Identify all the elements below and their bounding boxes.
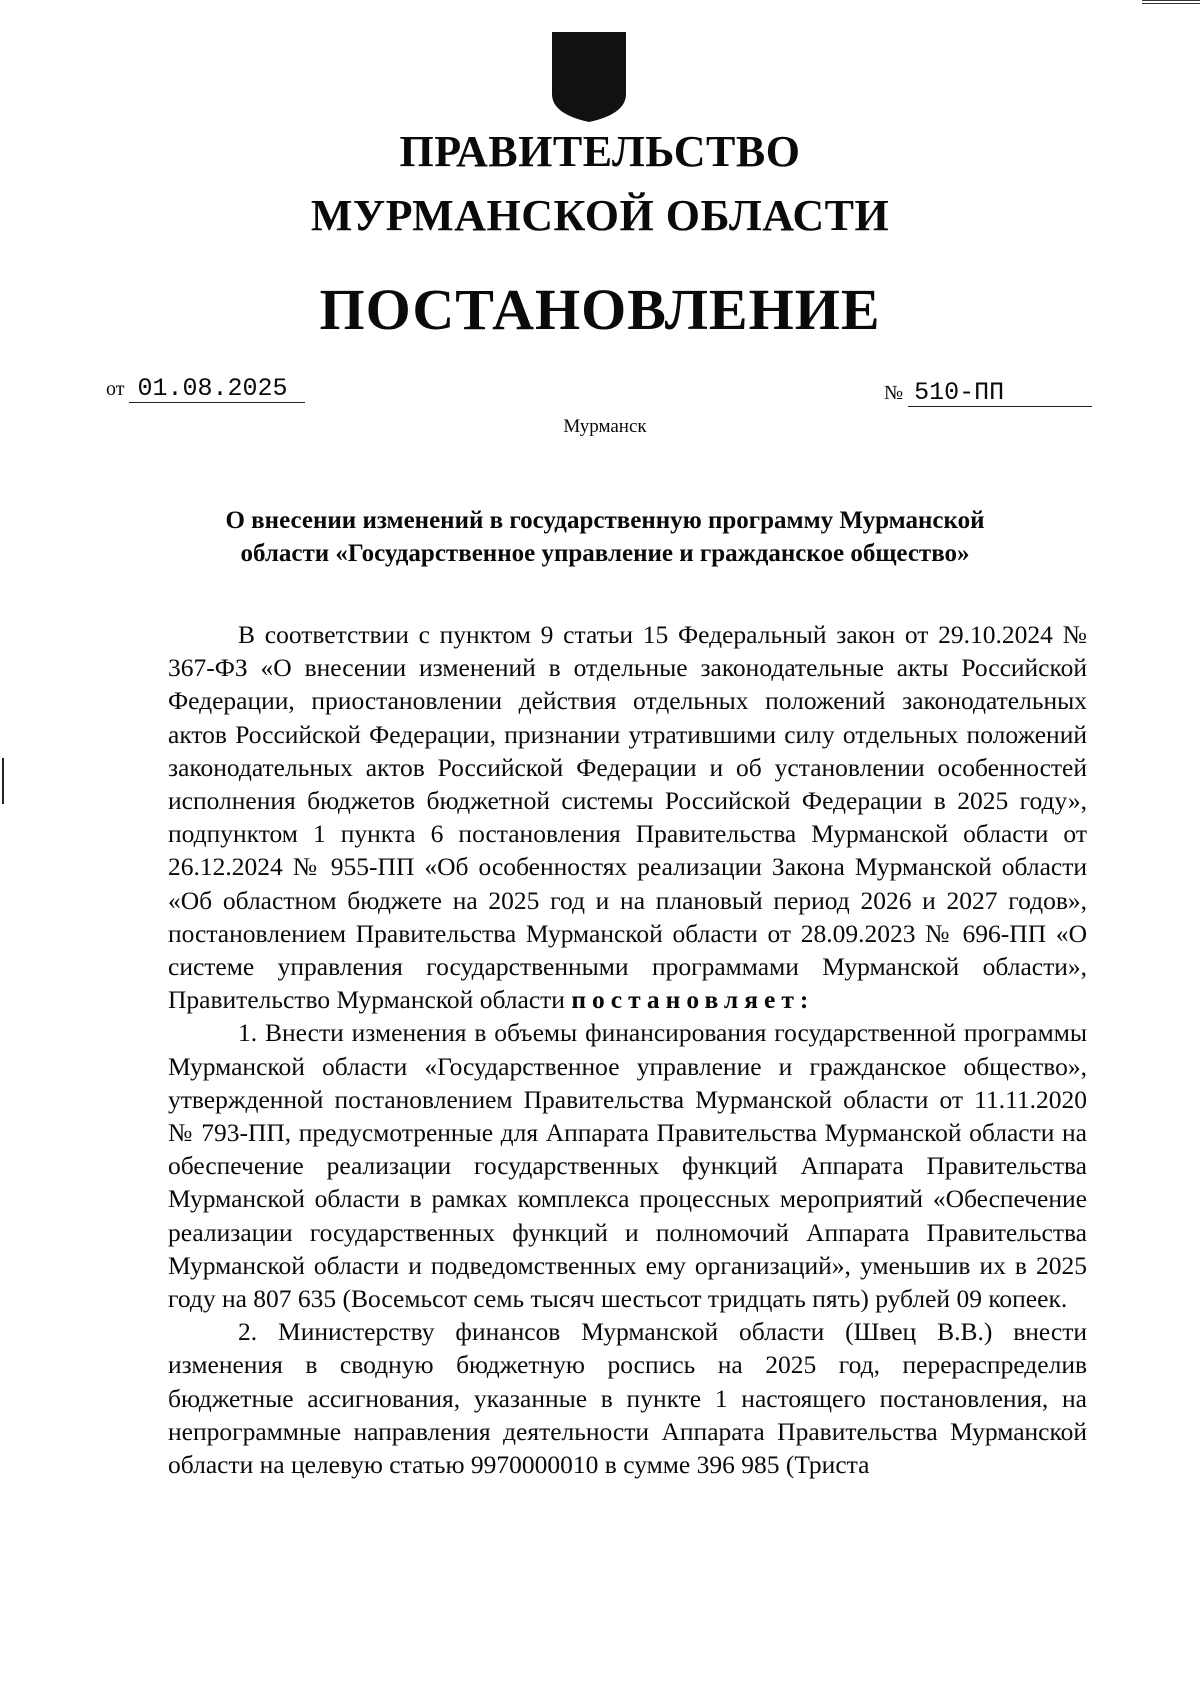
date-field bbox=[106, 376, 305, 403]
number-value: 510-ПП bbox=[908, 380, 1092, 407]
date-value: 01.08.2025 bbox=[129, 376, 305, 403]
preamble-paragraph bbox=[168, 618, 1087, 1016]
date-label: от bbox=[106, 378, 125, 400]
number-label: № bbox=[884, 382, 904, 404]
subject-line2: области «Государственное управление и гражданское общество» bbox=[240, 540, 970, 567]
resolves-keyword: постановляет: bbox=[571, 985, 815, 1015]
coat-of-arms-emblem bbox=[550, 30, 628, 124]
city-name: Мурманск bbox=[563, 416, 647, 437]
item-1-paragraph: 1. Внести изменения в объемы финансирования государственной программы Мурманской области «Государственное управление и гражданское общество», утвержденной постановлением Правительства Мурманской области от 11.11.2020 № 793-ПП, предусмотренные для Аппарата Правительства Мурманской области на обеспечение реализации государственных функций Аппарата Правительства Мурманской области в рамках комплекса процессных мероприятий «Обеспечение реализации государственных функций и полномочий Аппарата Правительства Мурманской области и подведомственных ему организаций», уменьшив их в 2025 году на 807 635 (Восемьсот семь тысяч шестьсот тридцать пять) рублей 09 копеек. bbox=[168, 1018, 1087, 1314]
org-name-line2: МУРМАНСКОЙ ОБЛАСТИ bbox=[310, 191, 890, 240]
document-subject bbox=[140, 504, 1070, 570]
number-field bbox=[884, 380, 1092, 407]
item-2-paragraph: 2. Министерству финансов Мурманской области (Швец В.В.) внести изменения в сводную бюджетную роспись на 2025 год, перераспределив бюджетные ассигнования, указанные в пункте 1 настоящего постановления, на непрограммные направления деятельности Аппарата Правительства Мурманской области на целевую статью 9970000010 в сумме 396 985 (Триста bbox=[168, 1317, 1087, 1480]
preamble-text: В соответствии с пунктом 9 статьи 15 Федеральный закон от 29.10.2024 № 367-ФЗ «О внесении изменений в отдельные законодательные акты Российской Федерации, приостановлении действия отдельных положений законодательных актов Российской Федерации, признании утратившими силу отдельных положений законодательных актов Российской Федерации и об установлении особенностей исполнения бюджетов бюджетной системы Российской Федерации в 2025 году», подпунктом 1 пункта 6 постановления Правительства Мурманской области от 26.12.2024 № 955-ПП «Об особенностях реализации Закона Мурманской области «Об областном бюджете на 2025 год и на плановый период 2026 и 2027 годов», постановлением Правительства Мурманской области от 28.09.2023 № 696-ПП «О системе управления государственными программами Мурманской области», Правительство Мурманской области bbox=[168, 620, 1087, 1015]
shield-icon bbox=[550, 30, 628, 124]
org-name-line1: ПРАВИТЕЛЬСТВО bbox=[399, 127, 801, 176]
scan-edge-mark bbox=[2, 758, 4, 804]
scan-artifact bbox=[1142, 0, 1200, 6]
document-body bbox=[168, 618, 1087, 1481]
document-type-title: ПОСТАНОВЛЕНИЕ bbox=[319, 277, 881, 342]
subject-line1: О внесении изменений в государственную программу Мурманской bbox=[225, 507, 985, 534]
